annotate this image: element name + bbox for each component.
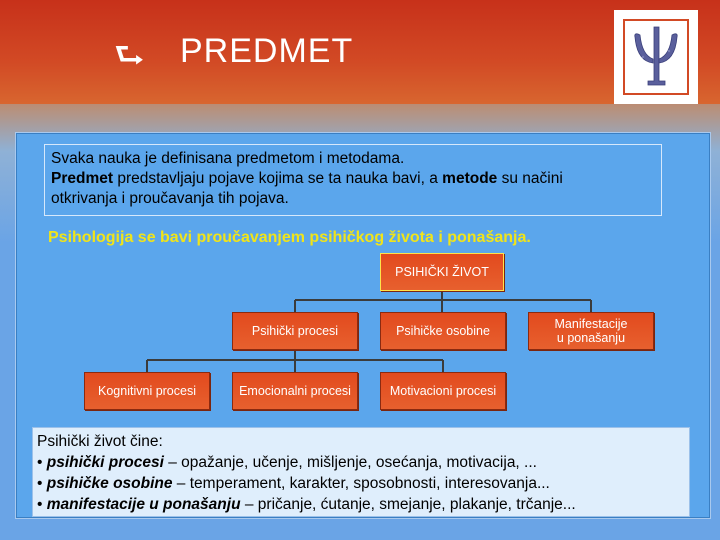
logo-inner (623, 19, 689, 95)
summary-item (37, 452, 685, 473)
intro-line-2-text-a: predstavljaju pojave kojima se ta nauka bavi, a (113, 170, 443, 187)
summary-dash: – (163, 454, 182, 471)
node-psihicki-procesi: Psihički procesi (232, 312, 358, 350)
summary-term: psihički procesi (46, 454, 164, 471)
node-manifestacije-line-2: u ponašanju (556, 331, 626, 345)
intro-line-3: otkrivanja i proučavanja tih pojava. (51, 190, 289, 207)
summary-item (37, 473, 685, 494)
right-curved-arrow-icon: ⮑ (114, 36, 145, 76)
title-band (0, 0, 720, 104)
node-emocionalni-procesi: Emocionalni procesi (232, 372, 358, 410)
intro-line-2 (51, 169, 655, 189)
node-psihicke-osobine: Psihičke osobine (380, 312, 506, 350)
summary-text: pričanje, ćutanje, smejanje, plakanje, trčanje... (257, 496, 576, 513)
node-kognitivni-procesi: Kognitivni procesi (84, 372, 210, 410)
bullet: • (37, 475, 47, 492)
slide-title: PREDMET (180, 32, 354, 70)
bullet: • (37, 454, 47, 471)
subtitle: Psihologija se bavi proučavanjem psihičkog života i ponašanja. (48, 229, 531, 246)
node-motivacioni-procesi: Motivacioni procesi (380, 372, 506, 410)
intro-line-2-text-b: su načini (497, 170, 563, 187)
bullet: • (37, 496, 47, 513)
psi-letter-icon (625, 21, 687, 93)
summary-term: manifestacije u ponašanju (46, 496, 241, 513)
summary-term: psihičke osobine (46, 475, 173, 492)
term-metode: metode (442, 170, 498, 187)
summary-item (37, 494, 685, 515)
summary-dash: – (172, 475, 190, 492)
summary-box (32, 427, 690, 517)
logo (614, 10, 698, 104)
node-psihicki-zivot: PSIHIČKI ŽIVOT (380, 253, 504, 291)
intro-text-box (44, 144, 662, 216)
summary-text: opažanje, učenje, mišljenje, osećanja, motivacija, ... (181, 454, 537, 471)
intro-line-1: Svaka nauka je definisana predmetom i metodama. (51, 150, 405, 167)
summary-heading: Psihički život čine: (37, 433, 163, 450)
term-predmet: Predmet (51, 170, 114, 187)
summary-dash: – (240, 496, 258, 513)
node-manifestacije (528, 312, 654, 350)
node-manifestacije-line-1: Manifestacije (554, 317, 628, 331)
summary-text: temperament, karakter, sposobnosti, interesovanja... (189, 475, 550, 492)
